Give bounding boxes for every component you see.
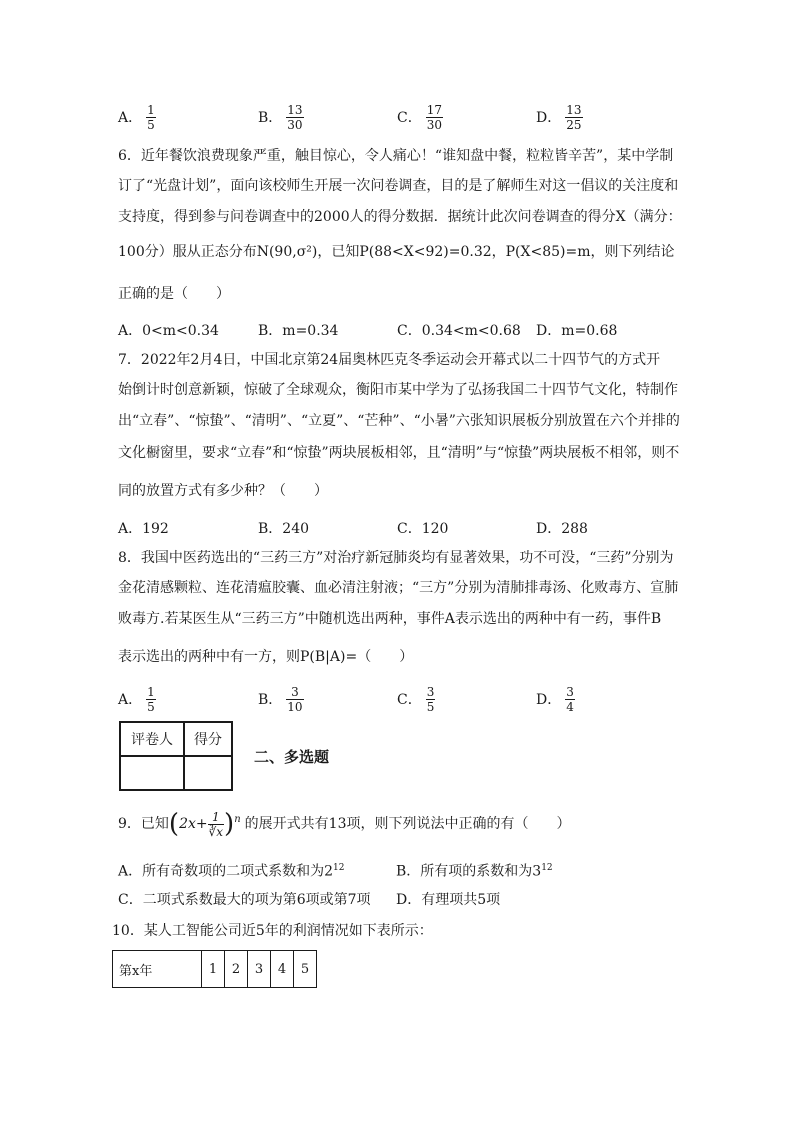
q9-option-b[interactable]: B．所有项的系数和为$3^{12}$ bbox=[396, 863, 553, 880]
q7-option-c[interactable]: C．120 bbox=[397, 521, 449, 537]
q6-line-3: 支持度，得到参与问卷调查中的2000人的得分数据．据统计此次问卷调查的得分X（满分： bbox=[118, 209, 682, 225]
q6-option-a[interactable]: A．0<m<0.34 bbox=[118, 323, 219, 339]
q6-option-b[interactable]: B．m=0.34 bbox=[258, 323, 339, 339]
q7-option-a[interactable]: A．192 bbox=[118, 521, 169, 537]
score-header: 得分 bbox=[184, 722, 232, 756]
q9-stem: 9．已知 ( 2x+ $\frac{1}{∛x}$ ) n 的展开式共有13项，则下列说法中正确的有（ ） bbox=[118, 809, 571, 839]
q7-line-5: 同的放置方式有多少种？（ ） bbox=[118, 483, 328, 499]
score-cell[interactable] bbox=[184, 756, 232, 790]
year-cell: 3 bbox=[248, 951, 271, 988]
q8-options bbox=[118, 682, 718, 716]
binomial-expression: ( 2x+ $\frac{1}{∛x}$ ) n bbox=[168, 809, 241, 839]
q8-option-c[interactable]: C． $\frac{3}{5}$ bbox=[397, 684, 435, 714]
q5-options bbox=[118, 100, 718, 134]
q7-options bbox=[118, 511, 718, 545]
q7-line-2: 始倒计时创意新颖，惊破了全球观众，衡阳市某中学为了弘扬我国二十四节气文化，特制作 bbox=[118, 382, 678, 398]
q9-option-a[interactable]: A．所有奇数项的二项式系数和为$2^{12}$ bbox=[118, 863, 345, 880]
q7-line-1: 7．2022年2月4日，中国北京第24届奥林匹克冬季运动会开幕式以二十四节气的方式开 bbox=[118, 352, 661, 368]
q8-line-1: 8．我国中医药选出的“三药三方”对治疗新冠肺炎均有显著效果，功不可没，“三药”分别为 bbox=[118, 550, 674, 566]
score-table bbox=[119, 721, 233, 791]
profit-table bbox=[112, 950, 317, 988]
fraction: $\frac{3}{10}$ bbox=[287, 684, 303, 714]
q9-option-c[interactable]: C．二项式系数最大的项为第6项或第7项 bbox=[118, 892, 371, 908]
q8-option-a[interactable]: A． $\frac{1}{5}$ bbox=[118, 684, 155, 714]
q8-option-b[interactable]: B． $\frac{3}{10}$ bbox=[258, 684, 303, 714]
q5-option-d[interactable]: D． $\frac{13}{25}$ bbox=[536, 102, 582, 132]
section-title: 二、多选题 bbox=[254, 748, 330, 766]
fraction: $\frac{13}{25}$ bbox=[566, 102, 582, 132]
fraction: $\frac{3}{4}$ bbox=[566, 684, 574, 714]
reviewer-cell[interactable] bbox=[120, 756, 184, 790]
q6-line-2: 订了“光盘计划”，面向该校师生开展一次问卷调查，目的是了解师生对这一倡议的关注度和 bbox=[118, 178, 679, 194]
q9-option-d[interactable]: D．有理项共5项 bbox=[396, 892, 501, 908]
q8-line-4: 表示选出的两种中有一方，则P(B|A)=（ ） bbox=[118, 649, 414, 665]
q8-line-3: 败毒方.若某医生从“三药三方”中随机选出两种，事件A表示选出的两种中有一药，事件B bbox=[118, 611, 662, 627]
fraction: $\frac{13}{30}$ bbox=[287, 102, 303, 132]
reviewer-header: 评卷人 bbox=[120, 722, 184, 756]
fraction: $\frac{1}{5}$ bbox=[147, 684, 155, 714]
q6-line-5: 正确的是（ ） bbox=[118, 286, 230, 302]
fraction: $\frac{1}{∛x}$ bbox=[208, 809, 224, 839]
year-cell: 5 bbox=[294, 951, 317, 988]
fraction: $\frac{17}{30}$ bbox=[426, 102, 442, 132]
q8-line-2: 金花清感颗粒、连花清瘟胶囊、血必清注射液；“三方”分别为清肺排毒汤、化败毒方、宣肺 bbox=[118, 580, 679, 596]
q5-option-a[interactable]: A． $\frac{1}{5}$ bbox=[118, 102, 155, 132]
q5-option-b[interactable]: B． $\frac{13}{30}$ bbox=[258, 102, 303, 132]
q6-option-d[interactable]: D．m=0.68 bbox=[536, 323, 618, 339]
q7-option-d[interactable]: D．288 bbox=[536, 521, 588, 537]
q8-option-d[interactable]: D． $\frac{3}{4}$ bbox=[536, 684, 574, 714]
q7-option-b[interactable]: B．240 bbox=[258, 521, 310, 537]
q6-option-c[interactable]: C．0.34<m<0.68 bbox=[397, 323, 521, 339]
q5-option-c[interactable]: C． $\frac{17}{30}$ bbox=[397, 102, 442, 132]
q6-line-1: 6．近年餐饮浪费现象严重，触目惊心，令人痛心！“谁知盘中餐，粒粒皆辛苦”，某中学制 bbox=[118, 148, 674, 164]
year-header: 第x年 bbox=[113, 951, 202, 988]
q7-line-4: 文化橱窗里，要求“立春”和“惊蛰”两块展板相邻，且“清明”与“惊蛰”两块展板不相邻，则不 bbox=[118, 445, 680, 461]
q6-line-4: 100分）服从正态分布N(90,σ²)，已知P(88<X<92)=0.32，P(X<85)=m，则下列结论 bbox=[118, 244, 675, 260]
fraction: $\frac{1}{5}$ bbox=[147, 102, 155, 132]
q10-stem: 10．某人工智能公司近5年的利润情况如下表所示： bbox=[112, 923, 433, 939]
fraction: $\frac{3}{5}$ bbox=[426, 684, 435, 714]
year-cell: 1 bbox=[202, 951, 225, 988]
q7-line-3: 出“立春”、“惊蛰”、“清明”、“立夏”、“芒种”、“小暑”六张知识展板分别放置在六个并排的 bbox=[118, 413, 680, 429]
year-cell: 2 bbox=[225, 951, 248, 988]
q6-options bbox=[118, 313, 718, 347]
year-cell: 4 bbox=[271, 951, 294, 988]
